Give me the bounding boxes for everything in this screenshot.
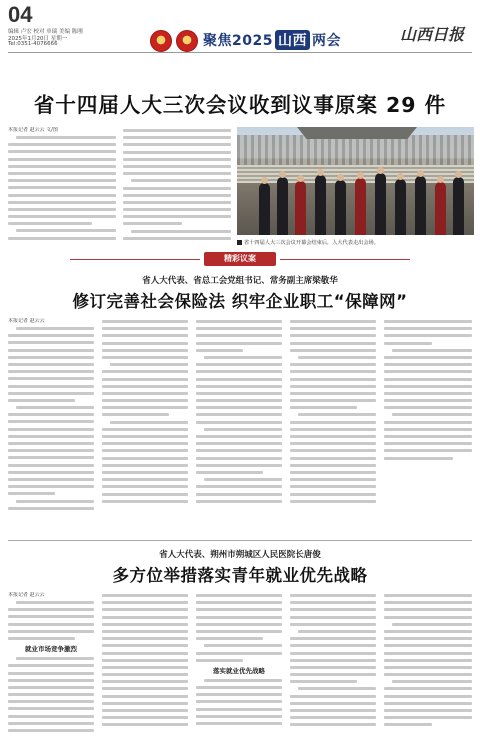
national-emblem-icon <box>150 30 172 52</box>
section-banner-focus <box>203 30 341 50</box>
issue-date: 2025年1月20日 星期一 <box>8 36 68 42</box>
story2-column-2 <box>102 318 188 528</box>
story3-column-4 <box>290 592 376 740</box>
story3-column-2 <box>102 592 188 740</box>
story2-kicker: 省人大代表、省总工会党组书记、常务副主席梁敬华 <box>142 276 338 286</box>
page-number: 04 <box>8 2 33 27</box>
lead-col2-text <box>123 129 231 240</box>
story3-column-1 <box>8 592 94 740</box>
story2-byline: 本报记者 赵云云 <box>8 318 45 324</box>
lead-column-1 <box>8 127 116 247</box>
section-tag: 精彩议案 <box>204 252 276 266</box>
lead-headline: 省十四届人大三次会议收到议事原案 29 件 <box>33 93 447 117</box>
story3-column-5 <box>384 592 472 740</box>
lead-photo <box>237 127 474 235</box>
story3-column-3 <box>196 592 282 740</box>
story3-subhead-1: 就业市场竞争激烈 <box>25 645 77 654</box>
lead-column-2 <box>123 127 231 247</box>
newspaper-logo: 山西日报 <box>400 25 465 44</box>
story3-title: 多方位举措落实青年就业优先战略 <box>112 566 368 585</box>
story-divider <box>8 540 472 541</box>
story2-column-3 <box>196 318 282 528</box>
story3-kicker: 省人大代表、朔州市朔城区人民医院长唐俊 <box>159 550 321 560</box>
masthead-divider <box>8 52 472 53</box>
focus-prefix: 聚焦 <box>203 33 232 49</box>
story2-column-4 <box>290 318 376 528</box>
focus-suffix: 两会 <box>311 33 341 49</box>
photo-caption <box>237 239 474 247</box>
telephone: Tel:0351-4076666 <box>8 41 58 47</box>
story3-byline: 本报记者 赵云云 <box>8 592 45 598</box>
focus-year: 2025 <box>232 33 273 49</box>
lead-byline: 本报记者 赵云云 文/图 <box>8 127 58 133</box>
focus-shanxi: 山西 <box>275 30 310 50</box>
story2-title: 修订完善社会保险法 织牢企业职工“保障网” <box>72 292 408 311</box>
lead-col1-text <box>8 136 116 240</box>
party-emblem-icon <box>176 30 198 52</box>
caption-marker-icon <box>237 240 242 245</box>
story3-subhead-2: 落实就业优先战略 <box>213 666 265 675</box>
story2-column-1 <box>8 318 94 528</box>
photo-caption-text: 省十四届人大三次会议开幕会结束后，人大代表走出会场。 <box>244 240 379 246</box>
section-banner <box>0 252 480 266</box>
editor-credits: 编辑 卢宏 校对 单瑞 美编 陈刚 <box>8 29 83 35</box>
story2-column-5 <box>384 318 472 528</box>
masthead <box>0 0 480 72</box>
